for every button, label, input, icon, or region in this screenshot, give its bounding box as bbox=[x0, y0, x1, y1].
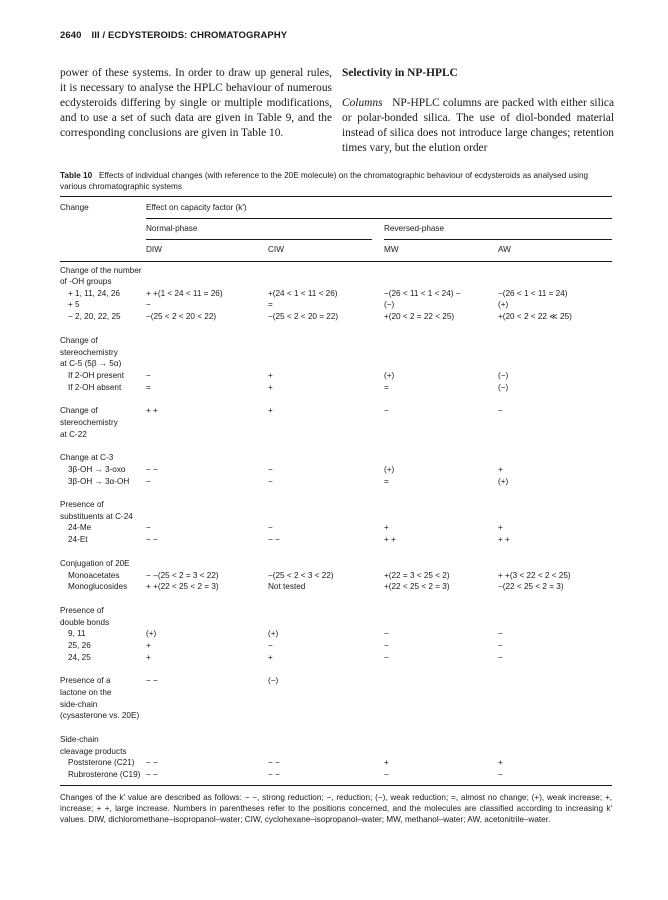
table-cell-diw: − − bbox=[146, 465, 158, 474]
row-label: + 1, 11, 24, 26 bbox=[68, 289, 120, 298]
table-cell-ciw: +(24 < 1 < 11 < 26) bbox=[268, 289, 338, 298]
table-caption bbox=[60, 170, 612, 192]
row-label: at C-5 (5β → 5α) bbox=[60, 359, 122, 368]
table-cell-aw: −(22 < 25 < 2 = 3) bbox=[498, 582, 564, 591]
table-cell-mw: − bbox=[384, 629, 389, 638]
row-label: Monoglucosides bbox=[68, 582, 128, 591]
table-cell-ciw: − − bbox=[268, 535, 280, 544]
row-label: double bonds bbox=[60, 618, 110, 627]
table-cell-ciw: = bbox=[268, 300, 273, 309]
left-column bbox=[60, 66, 332, 141]
table-cell-aw: + bbox=[498, 465, 503, 474]
row-label: 24-Et bbox=[68, 535, 88, 544]
table-cell-ciw: + bbox=[268, 653, 273, 662]
table-cell-diw: + bbox=[146, 653, 151, 662]
table-cell-mw: +(22 < 25 < 2 = 3) bbox=[384, 582, 450, 591]
row-label: 3β-OH → 3-oxo bbox=[68, 465, 126, 474]
table-cell-ciw: − bbox=[268, 477, 273, 486]
table-cell-aw: + +(3 < 22 < 2 < 25) bbox=[498, 571, 571, 580]
table-cell-diw: − bbox=[146, 523, 151, 532]
left-column-text: power of these systems. In order to draw up general rules, it is necessary to analyse the HPLC behaviour of numerous ecdysteroids differing by single or multiple modifications, and to use a set of such data are given in Table 9, and the corresponding conclusions are given in Table 10. bbox=[60, 67, 332, 139]
table-cell-ciw: −(25 < 2 < 3 < 22) bbox=[268, 571, 334, 580]
table-cell-mw: (−) bbox=[384, 300, 395, 309]
reversed-phase-header: Reversed-phase bbox=[384, 224, 445, 233]
table-cell-aw: − bbox=[498, 406, 503, 415]
table-cell-ciw: + bbox=[268, 383, 273, 392]
row-label: cleavage products bbox=[60, 747, 127, 756]
table-label: Table 10 bbox=[60, 171, 93, 180]
table-cell-diw: − − bbox=[146, 770, 158, 779]
table-cell-aw: + + bbox=[498, 535, 510, 544]
table-cell-aw: + bbox=[498, 523, 503, 532]
row-label: Monoacetates bbox=[68, 571, 120, 580]
table-cell-aw: (+) bbox=[498, 300, 509, 309]
row-label: If 2-OH present bbox=[68, 371, 124, 380]
row-label: 25, 26 bbox=[68, 641, 91, 650]
row-label: If 2-OH absent bbox=[68, 383, 122, 392]
row-label: 24, 25 bbox=[68, 653, 91, 662]
table-cell-diw: − bbox=[146, 477, 151, 486]
table-cell-aw: −(26 < 1 < 11 = 24) bbox=[498, 289, 568, 298]
running-title: III / ECDYSTEROIDS: CHROMATOGRAPHY bbox=[91, 30, 288, 41]
table-cell-aw: (−) bbox=[498, 371, 509, 380]
normal-phase-header: Normal-phase bbox=[146, 224, 198, 233]
table-cell-mw: + + bbox=[384, 535, 396, 544]
system-header-ciw: CIW bbox=[268, 245, 284, 254]
table-cell-aw: − bbox=[498, 629, 503, 638]
run-in-term: Columns bbox=[342, 97, 383, 109]
header-bottom-rule bbox=[60, 261, 612, 262]
table-cell-ciw: (−) bbox=[268, 676, 279, 685]
row-label: Change of the number bbox=[60, 266, 142, 275]
row-label: Presence of a bbox=[60, 676, 111, 685]
normal-phase-rule bbox=[146, 239, 372, 240]
row-label: Change of bbox=[60, 336, 98, 345]
row-label: 9, 11 bbox=[68, 629, 86, 638]
table-cell-aw: − bbox=[498, 770, 503, 779]
row-label: Conjugation of 20E bbox=[60, 559, 130, 568]
table-cell-diw: = bbox=[146, 383, 151, 392]
table-cell-diw: + +(1 < 24 < 11 = 26) bbox=[146, 289, 223, 298]
reversed-phase-rule bbox=[384, 239, 612, 240]
table-cell-mw: + bbox=[384, 523, 389, 532]
table-cell-ciw: − − bbox=[268, 758, 280, 767]
row-label: stereochemistry bbox=[60, 348, 118, 357]
table-cell-mw: − bbox=[384, 770, 389, 779]
table-cell-ciw: − − bbox=[268, 770, 280, 779]
row-label: substituents at C-24 bbox=[60, 512, 133, 521]
table-cell-mw: −(26 < 11 < 1 < 24) − bbox=[384, 289, 461, 298]
table-cell-diw: − − bbox=[146, 676, 158, 685]
row-label: Change at C-3 bbox=[60, 453, 114, 462]
table-cell-mw: = bbox=[384, 383, 389, 392]
table-cell-diw: − − bbox=[146, 758, 158, 767]
table-cell-aw: − bbox=[498, 653, 503, 662]
row-label: Side-chain bbox=[60, 735, 99, 744]
row-label: + 5 bbox=[68, 300, 80, 309]
table-cell-diw: − − bbox=[146, 535, 158, 544]
table-cell-aw: (−) bbox=[498, 383, 509, 392]
right-column bbox=[342, 66, 614, 156]
table-cell-ciw: + bbox=[268, 406, 273, 415]
table-cell-diw: + +(22 < 25 < 2 = 3) bbox=[146, 582, 219, 591]
effect-rule bbox=[146, 218, 612, 219]
table-footnote: Changes of the k′ value are described as follows: − −, strong reduction; −, reduction; (−), weak reduction; =, almost no change; (+), weak increase; +, increase; + +, large increase. Numbers in parentheses refer to the positions concerned, and the molecules are classified according to increasing k′ values. DIW, dichloromethane–isopropanol–water; CIW, cyclohexane–isopropanol–water; MW, methanol–water; AW, acetonitrile–water. bbox=[60, 793, 612, 825]
row-label: side-chain bbox=[60, 700, 98, 709]
table-cell-mw: = bbox=[384, 477, 389, 486]
table-cell-diw: −(25 < 2 < 20 < 22) bbox=[146, 312, 217, 321]
row-label: at C-22 bbox=[60, 430, 87, 439]
table-caption-text: Effects of individual changes (with reference to the 20E molecule) on the chromatographic behaviour of ecdysteroids as analysed using various chromatographic systems bbox=[60, 171, 589, 191]
row-label: 24-Me bbox=[68, 523, 92, 532]
table-cell-diw: + + bbox=[146, 406, 158, 415]
page-number: 2640 bbox=[60, 30, 82, 41]
table-cell-ciw: −(25 < 2 < 20 = 22) bbox=[268, 312, 339, 321]
table-cell-mw: − bbox=[384, 641, 389, 650]
row-label: − 2, 20, 22, 25 bbox=[68, 312, 121, 321]
table-cell-diw: (+) bbox=[146, 629, 157, 638]
table-cell-ciw: + bbox=[268, 371, 273, 380]
table-cell-diw: − −(25 < 2 = 3 < 22) bbox=[146, 571, 219, 580]
row-label: stereochemistry bbox=[60, 418, 118, 427]
table-top-rule bbox=[60, 196, 612, 197]
right-column-paragraph bbox=[342, 96, 614, 156]
row-label: of -OH groups bbox=[60, 277, 112, 286]
table-cell-ciw: (+) bbox=[268, 629, 279, 638]
table-cell-aw: + bbox=[498, 758, 503, 767]
table-cell-ciw: − bbox=[268, 641, 273, 650]
table-cell-mw: +(20 < 2 = 22 < 25) bbox=[384, 312, 455, 321]
row-label: Rubrosterone (C19) bbox=[68, 770, 141, 779]
table-cell-ciw: − bbox=[268, 523, 273, 532]
table-cell-mw: (+) bbox=[384, 371, 395, 380]
row-label: Presence of bbox=[60, 500, 104, 509]
table-cell-mw: − bbox=[384, 406, 389, 415]
section-heading: Selectivity in NP-HPLC bbox=[342, 67, 458, 79]
system-header-diw: DIW bbox=[146, 245, 162, 254]
row-label: Poststerone (C21) bbox=[68, 758, 135, 767]
table-cell-diw: + bbox=[146, 641, 151, 650]
table-cell-ciw: Not tested bbox=[268, 582, 306, 591]
running-header bbox=[60, 30, 287, 41]
table-cell-diw: − bbox=[146, 371, 151, 380]
table-bottom-rule bbox=[60, 785, 612, 786]
table-cell-aw: − bbox=[498, 641, 503, 650]
row-label: 3β-OH → 3α-OH bbox=[68, 477, 130, 486]
table-cell-aw: +(20 < 2 < 22 ≪ 25) bbox=[498, 312, 572, 321]
table-cell-mw: (+) bbox=[384, 465, 395, 474]
table-cell-mw: +(22 = 3 < 25 < 2) bbox=[384, 571, 450, 580]
system-header-aw: AW bbox=[498, 245, 511, 254]
system-header-mw: MW bbox=[384, 245, 399, 254]
column-header-effect: Effect on capacity factor (k') bbox=[146, 203, 247, 212]
row-label: lactone on the bbox=[60, 688, 112, 697]
table-cell-aw: (+) bbox=[498, 477, 509, 486]
row-label: Change of bbox=[60, 406, 98, 415]
table-cell-diw: − bbox=[146, 300, 151, 309]
column-header-change: Change bbox=[60, 203, 89, 212]
table-cell-mw: + bbox=[384, 758, 389, 767]
table-cell-ciw: − bbox=[268, 465, 273, 474]
table-cell-mw: − bbox=[384, 653, 389, 662]
right-column-text: NP-HPLC columns are packed with either silica or polar-bonded silica. The use of diol-bonded material instead of silica does not introduce large changes; retention times vary, but the elution order bbox=[342, 97, 615, 154]
row-label: Presence of bbox=[60, 606, 104, 615]
row-label: (cysasterone vs. 20E) bbox=[60, 711, 140, 720]
